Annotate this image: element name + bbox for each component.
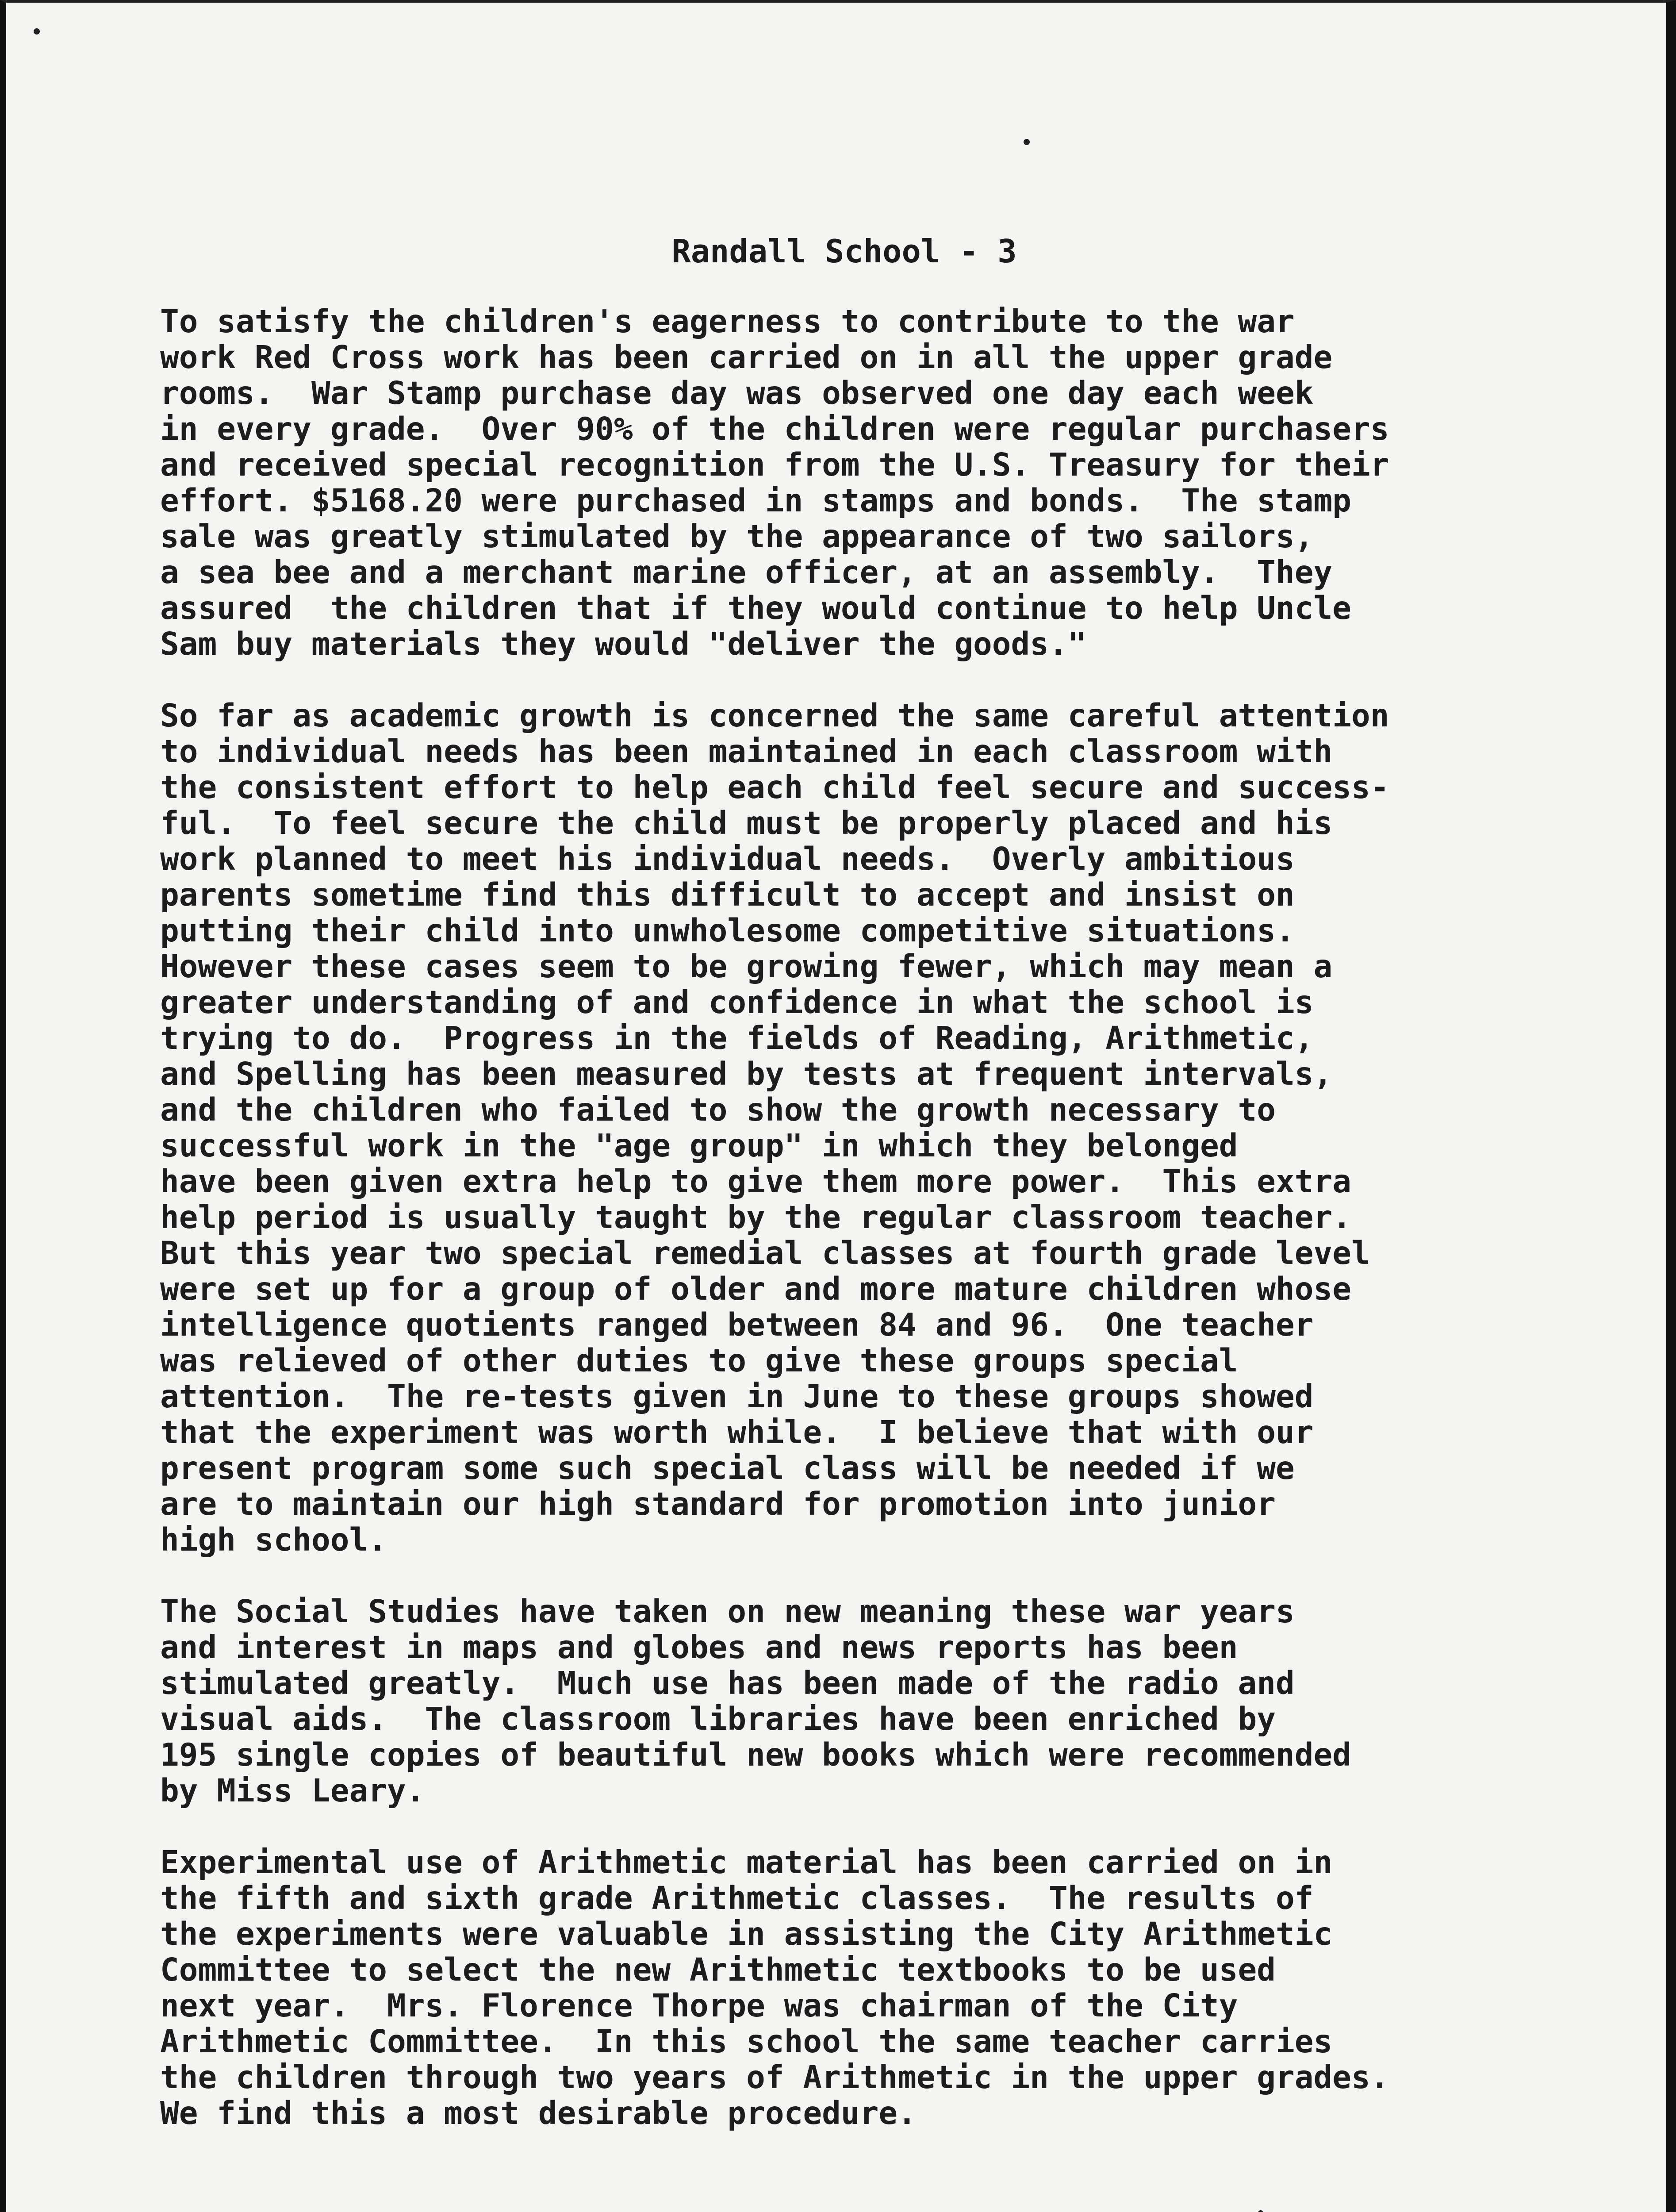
text-line: greater understanding of and confidence in what the school is <box>160 984 1314 1021</box>
document-body <box>160 303 1567 2167</box>
text-line: the experiments were valuable in assisting the City Arithmetic <box>160 1916 1333 1952</box>
text-line: work Red Cross work has been carried on in all the upper grade <box>160 339 1333 376</box>
text-line: and the children who failed to show the growth necessary to <box>160 1091 1276 1128</box>
text-line: So far as academic growth is concerned the same careful attention <box>160 697 1389 734</box>
text-line: sale was greatly stimulated by the appearance of two sailors, <box>160 518 1314 555</box>
text-line: present program some such special class will be needed if we <box>160 1450 1295 1486</box>
text-line: high school. <box>160 1521 387 1558</box>
text-line: work planned to meet his individual needs. Overly ambitious <box>160 841 1295 877</box>
text-line: effort. $5168.20 were purchased in stamps and bonds. The stamp <box>160 482 1351 519</box>
page-header: Randall School - 3 <box>671 233 1017 270</box>
text-line: Experimental use of Arithmetic material has been carried on in <box>160 1844 1333 1881</box>
text-line: 195 single copies of beautiful new books which were recommended <box>160 1736 1351 1773</box>
text-line: putting their child into unwholesome competitive situations. <box>160 912 1295 949</box>
text-line: were set up for a group of older and more mature children whose <box>160 1271 1351 1307</box>
text-line: a sea bee and a merchant marine officer, at an assembly. They <box>160 554 1333 591</box>
text-line: and interest in maps and globes and news reports has been <box>160 1629 1238 1666</box>
text-line: the children through two years of Arithmetic in the upper grades. <box>160 2059 1389 2096</box>
text-line: the fifth and sixth grade Arithmetic classes. The results of <box>160 1880 1314 1916</box>
text-line: We find this a most desirable procedure. <box>160 2095 917 2131</box>
text-line: have been given extra help to give them more power. This extra <box>160 1163 1351 1200</box>
text-line: Arithmetic Committee. In this school the same teacher carries <box>160 2023 1333 2060</box>
text-line: to individual needs has been maintained in each classroom with <box>160 733 1333 770</box>
scan-speck <box>1024 139 1030 145</box>
text-line: help period is usually taught by the regular classroom teacher. <box>160 1199 1351 1236</box>
text-line: attention. The re-tests given in June to these groups showed <box>160 1378 1314 1415</box>
text-line: are to maintain our high standard for promotion into junior <box>160 1486 1276 1522</box>
paragraph <box>160 698 1567 1558</box>
text-line: But this year two special remedial classes at fourth grade level <box>160 1235 1370 1271</box>
text-line: stimulated greatly. Much use has been made of the radio and <box>160 1665 1295 1701</box>
text-line: visual aids. The classroom libraries have been enriched by <box>160 1701 1276 1737</box>
text-line: Committee to select the new Arithmetic textbooks to be used <box>160 1951 1276 1988</box>
text-line: intelligence quotients ranged between 84 and 96. One teacher <box>160 1306 1314 1343</box>
paragraph <box>160 1594 1567 1809</box>
text-line: parents sometime find this difficult to accept and insist on <box>160 876 1295 913</box>
text-line: trying to do. Progress in the fields of Reading, Arithmetic, <box>160 1020 1314 1056</box>
paragraph <box>160 1844 1567 2131</box>
text-line: in every grade. Over 90% of the children were regular purchasers <box>160 411 1389 447</box>
text-line: the consistent effort to help each child feel secure and success- <box>160 769 1389 806</box>
text-line: Sam buy materials they would "deliver the goods." <box>160 626 1087 662</box>
text-line: The Social Studies have taken on new meaning these war years <box>160 1593 1295 1630</box>
text-line: was relieved of other duties to give these groups special <box>160 1342 1238 1379</box>
text-line: successful work in the "age group" in which they belonged <box>160 1127 1238 1164</box>
text-line: that the experiment was worth while. I believe that with our <box>160 1414 1314 1451</box>
text-line: However these cases seem to be growing fewer, which may mean a <box>160 948 1333 985</box>
text-line: assured the children that if they would continue to help Uncle <box>160 590 1351 626</box>
text-line: and Spelling has been measured by tests at frequent intervals, <box>160 1056 1333 1092</box>
paragraph <box>160 303 1567 662</box>
scan-speck <box>1258 2210 1263 2212</box>
scan-speck <box>34 28 40 35</box>
text-line: To satisfy the children's eagerness to contribute to the war <box>160 303 1295 340</box>
text-line: by Miss Leary. <box>160 1772 425 1809</box>
text-line: ful. To feel secure the child must be properly placed and his <box>160 805 1333 841</box>
text-line: and received special recognition from the U.S. Treasury for their <box>160 446 1389 483</box>
text-line: next year. Mrs. Florence Thorpe was chairman of the City <box>160 1987 1238 2024</box>
text-line: rooms. War Stamp purchase day was observed one day each week <box>160 375 1314 411</box>
